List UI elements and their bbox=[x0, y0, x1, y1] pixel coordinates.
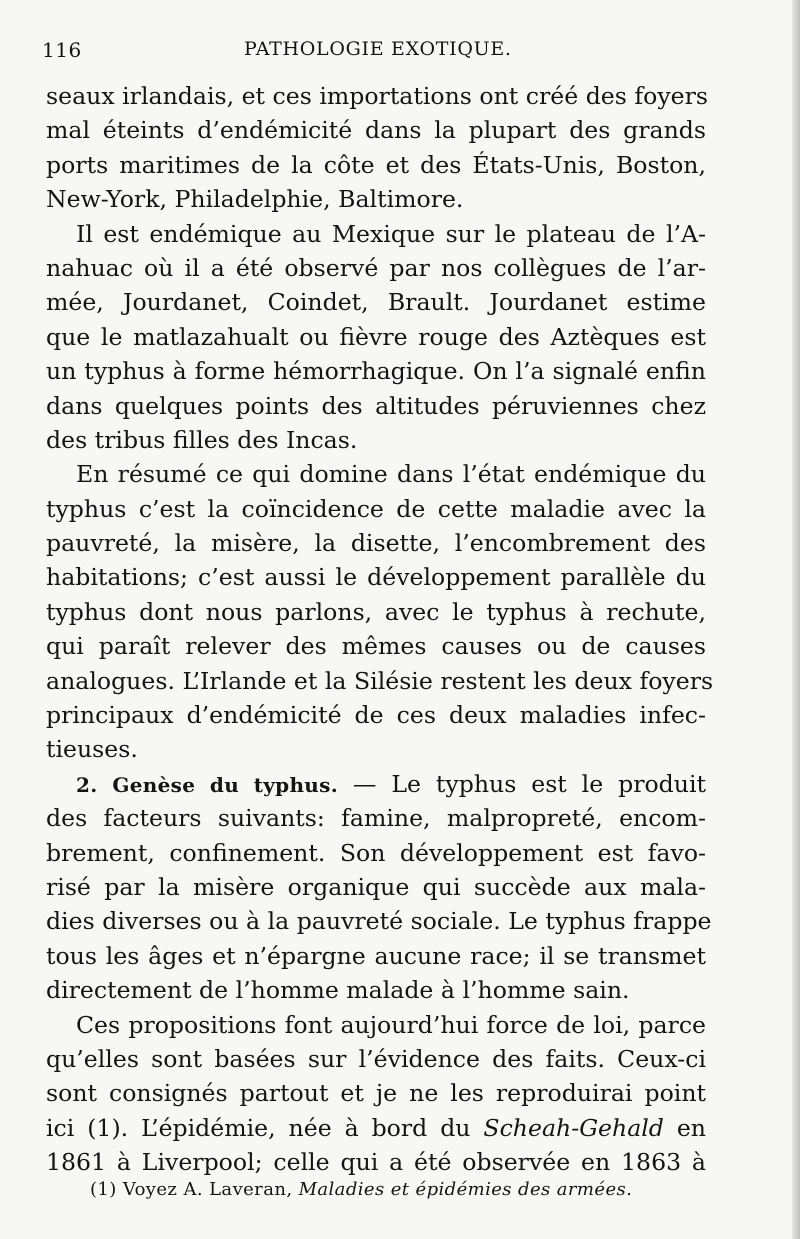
text-line: qu’elles sont basées sur l’évidence des faits. Ceux-ci bbox=[46, 1044, 706, 1073]
text-line: analogues. L’Irlande et la Silésie restent les deux foyers bbox=[46, 666, 714, 695]
footnote-title: Maladies et épidémies des armées. bbox=[298, 1179, 633, 1200]
body-text bbox=[46, 79, 714, 1180]
text-line: Ces propositions font aujourd’hui force de loi, parce bbox=[76, 1010, 706, 1039]
section-heading-line bbox=[46, 767, 706, 801]
ship-name: Scheah-Gehald bbox=[483, 1113, 664, 1142]
text-line: habitations; c’est aussi le développement parallèle du bbox=[46, 563, 706, 592]
text-line: mal éteints d’endémicité dans la plupart des grands bbox=[46, 116, 706, 145]
text-line: directement de l’homme malade à l’homme sain. bbox=[46, 976, 630, 1005]
text-line: principaux d’endémicité de ces deux maladies infec- bbox=[46, 701, 706, 730]
text-line: des tribus filles des Incas. bbox=[46, 425, 358, 454]
text-line: ports maritimes de la côte et des États-Unis, Boston, bbox=[46, 150, 706, 179]
page-edge-shadow bbox=[792, 0, 800, 1239]
text-line: Il est endémique au Mexique sur le plateau de l’A- bbox=[76, 219, 706, 248]
text-line: tous les âges et n’épargne aucune race; il se transmet bbox=[46, 941, 706, 970]
text-line: typhus c’est la coïncidence de cette maladie avec la bbox=[46, 494, 706, 523]
text-line: un typhus à forme hémorrhagique. On l’a signalé enfin bbox=[46, 357, 706, 386]
text-line: que le matlazahualt ou fièvre rouge des Aztèques est bbox=[46, 322, 706, 351]
text-line: dies diverses ou à la pauvreté sociale. Le typhus frappe bbox=[46, 907, 712, 936]
page-header bbox=[42, 38, 700, 68]
footnote-marker: (1) bbox=[90, 1179, 117, 1200]
text-line: seaux irlandais, et ces importations ont créé des foyers bbox=[46, 82, 708, 110]
footnote-lead: Voyez A. Laveran, bbox=[122, 1179, 293, 1200]
text-line: typhus dont nous parlons, avec le typhus à rechute, bbox=[46, 597, 706, 626]
text-line: tieuses. bbox=[46, 735, 138, 764]
text-line: pauvreté, la misère, la disette, l’encombrement des bbox=[46, 529, 706, 558]
text-line: brement, confinement. Son développement est favo- bbox=[46, 838, 706, 867]
footnote bbox=[90, 1178, 700, 1202]
section-number: 2. bbox=[76, 772, 98, 797]
page-number: 116 bbox=[42, 38, 82, 62]
text-line: New-York, Philadelphie, Baltimore. bbox=[46, 185, 464, 214]
section-dash: — bbox=[352, 769, 377, 798]
text-line: 1861 à Liverpool; celle qui a été observée en 1863 à bbox=[46, 1148, 706, 1177]
text-line: ici (1). L’épidémie, née à bord du bbox=[46, 1113, 471, 1142]
text-line: nahuac où il a été observé par nos collègues de l’ar- bbox=[46, 253, 706, 282]
text-line-with-italic bbox=[46, 1111, 706, 1145]
text-line: risé par la misère organique qui succède aux mala- bbox=[46, 872, 706, 901]
text-line: dans quelques points des altitudes péruviennes chez bbox=[46, 391, 706, 420]
text-line: En résumé ce qui domine dans l’état endémique du bbox=[76, 460, 706, 489]
text-line: des facteurs suivants: famine, malpropreté, encom- bbox=[46, 804, 706, 833]
section-title: Genèse du typhus. bbox=[112, 772, 338, 797]
text-line: sont consignés partout et je ne les reproduirai point bbox=[46, 1079, 706, 1108]
text-line: Le typhus est le produit bbox=[391, 769, 707, 798]
running-head: PATHOLOGIE EXOTIQUE. bbox=[244, 38, 512, 60]
text-line: qui paraît relever des mêmes causes ou de causes bbox=[46, 632, 706, 661]
text-line: mée, Jourdanet, Coindet, Brault. Jourdanet estime bbox=[46, 288, 706, 317]
text-fragment: en bbox=[676, 1113, 707, 1142]
